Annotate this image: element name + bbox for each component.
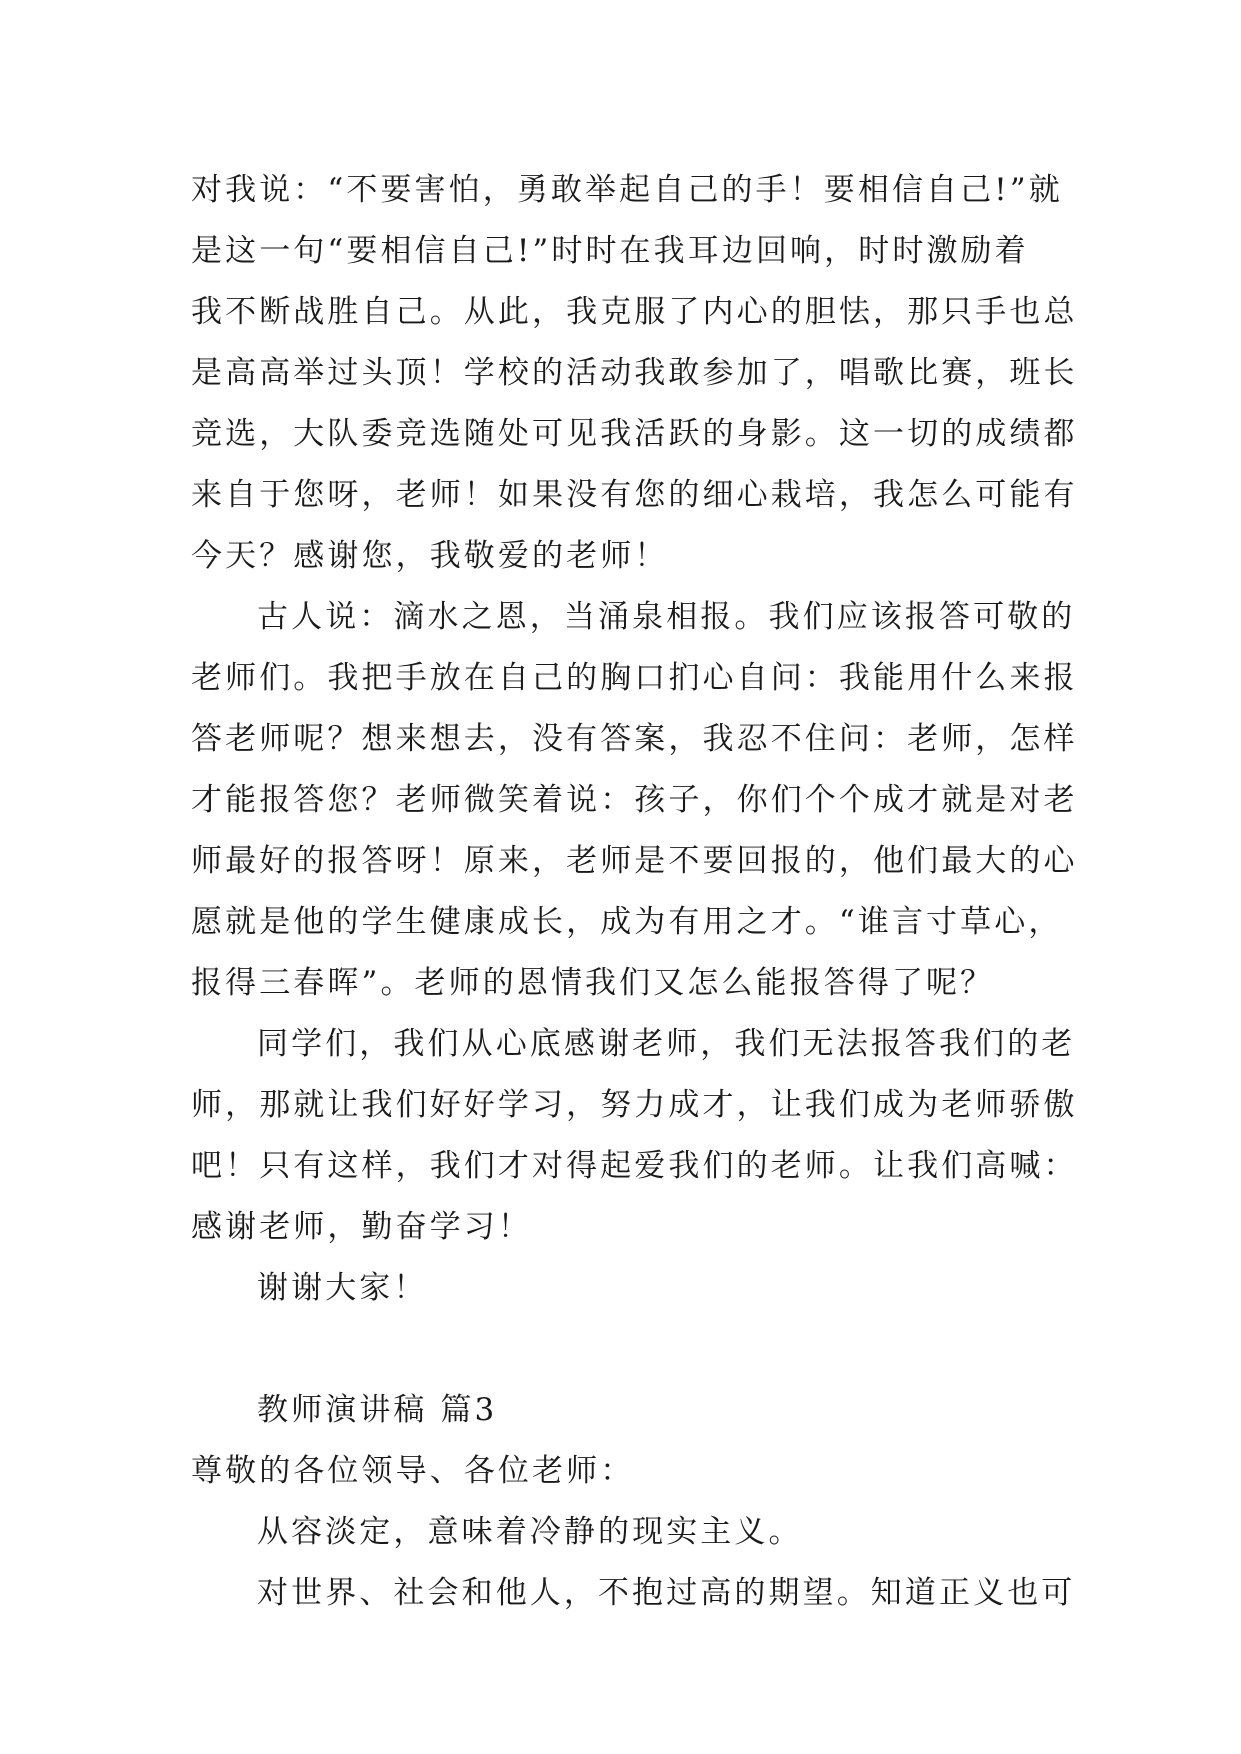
text-line: 师，那就让我们好好学习，努力成才，让我们成为老师骄傲 — [191, 1087, 1078, 1123]
text-line: 感谢老师，勤奋学习！ — [191, 1209, 532, 1245]
text-line: 来自于您呀，老师！如果没有您的细心栽培，我怎么可能有 — [191, 477, 1078, 513]
paragraph-start-line: 从容淡定，意味着冷静的现实主义。 — [257, 1514, 803, 1550]
paragraph-start-line: 古人说：滴水之恩，当涌泉相报。我们应该报答可敬的 — [257, 599, 1076, 635]
text-line: 对我说：“不要害怕，勇敢举起自己的手！要相信自己!”就 — [191, 172, 1063, 208]
text-line: 竞选，大队委竞选随处可见我活跃的身影。这一切的成绩都 — [191, 416, 1078, 452]
salutation-line: 尊敬的各位领导、各位老师： — [191, 1453, 635, 1489]
text-line: 报得三春晖”。老师的恩情我们又怎么能报答得了呢？ — [191, 965, 995, 1001]
text-line: 是高高举过头顶！学校的活动我敢参加了，唱歌比赛，班长 — [191, 355, 1078, 391]
text-line: 愿就是他的学生健康成长，成为有用之才。“谁言寸草心， — [191, 904, 1063, 940]
paragraph-start-line: 对世界、社会和他人，不抱过高的期望。知道正义也可 — [257, 1575, 1076, 1611]
paragraph-start-line: 同学们，我们从心底感谢老师，我们无法报答我们的老 — [257, 1026, 1076, 1062]
text-line: 老师们。我把手放在自己的胸口扪心自问：我能用什么来报 — [191, 660, 1078, 696]
text-line: 师最好的报答呀！原来，老师是不要回报的，他们最大的心 — [191, 843, 1078, 879]
document-page — [191, 160, 1078, 1624]
blank-gap — [191, 1319, 1067, 1380]
text-line: 才能报答您？老师微笑着说：孩子，你们个个成才就是对老 — [191, 782, 1078, 818]
text-line: 我不断战胜自己。从此，我克服了内心的胆怯，那只手也总 — [191, 294, 1078, 330]
text-line: 今天？感谢您，我敬爱的老师！ — [191, 538, 669, 574]
text-line: 是这一句“要相信自己!”时时在我耳边回响，时时激励着 — [191, 233, 1029, 269]
text-line: 答老师呢？想来想去，没有答案，我忍不住问：老师，怎样 — [191, 721, 1078, 757]
closing-line: 谢谢大家！ — [257, 1270, 428, 1306]
text-line: 吧！只有这样，我们才对得起爱我们的老师。让我们高喊： — [191, 1148, 1078, 1184]
section-heading: 教师演讲稿 篇3 — [257, 1392, 498, 1428]
